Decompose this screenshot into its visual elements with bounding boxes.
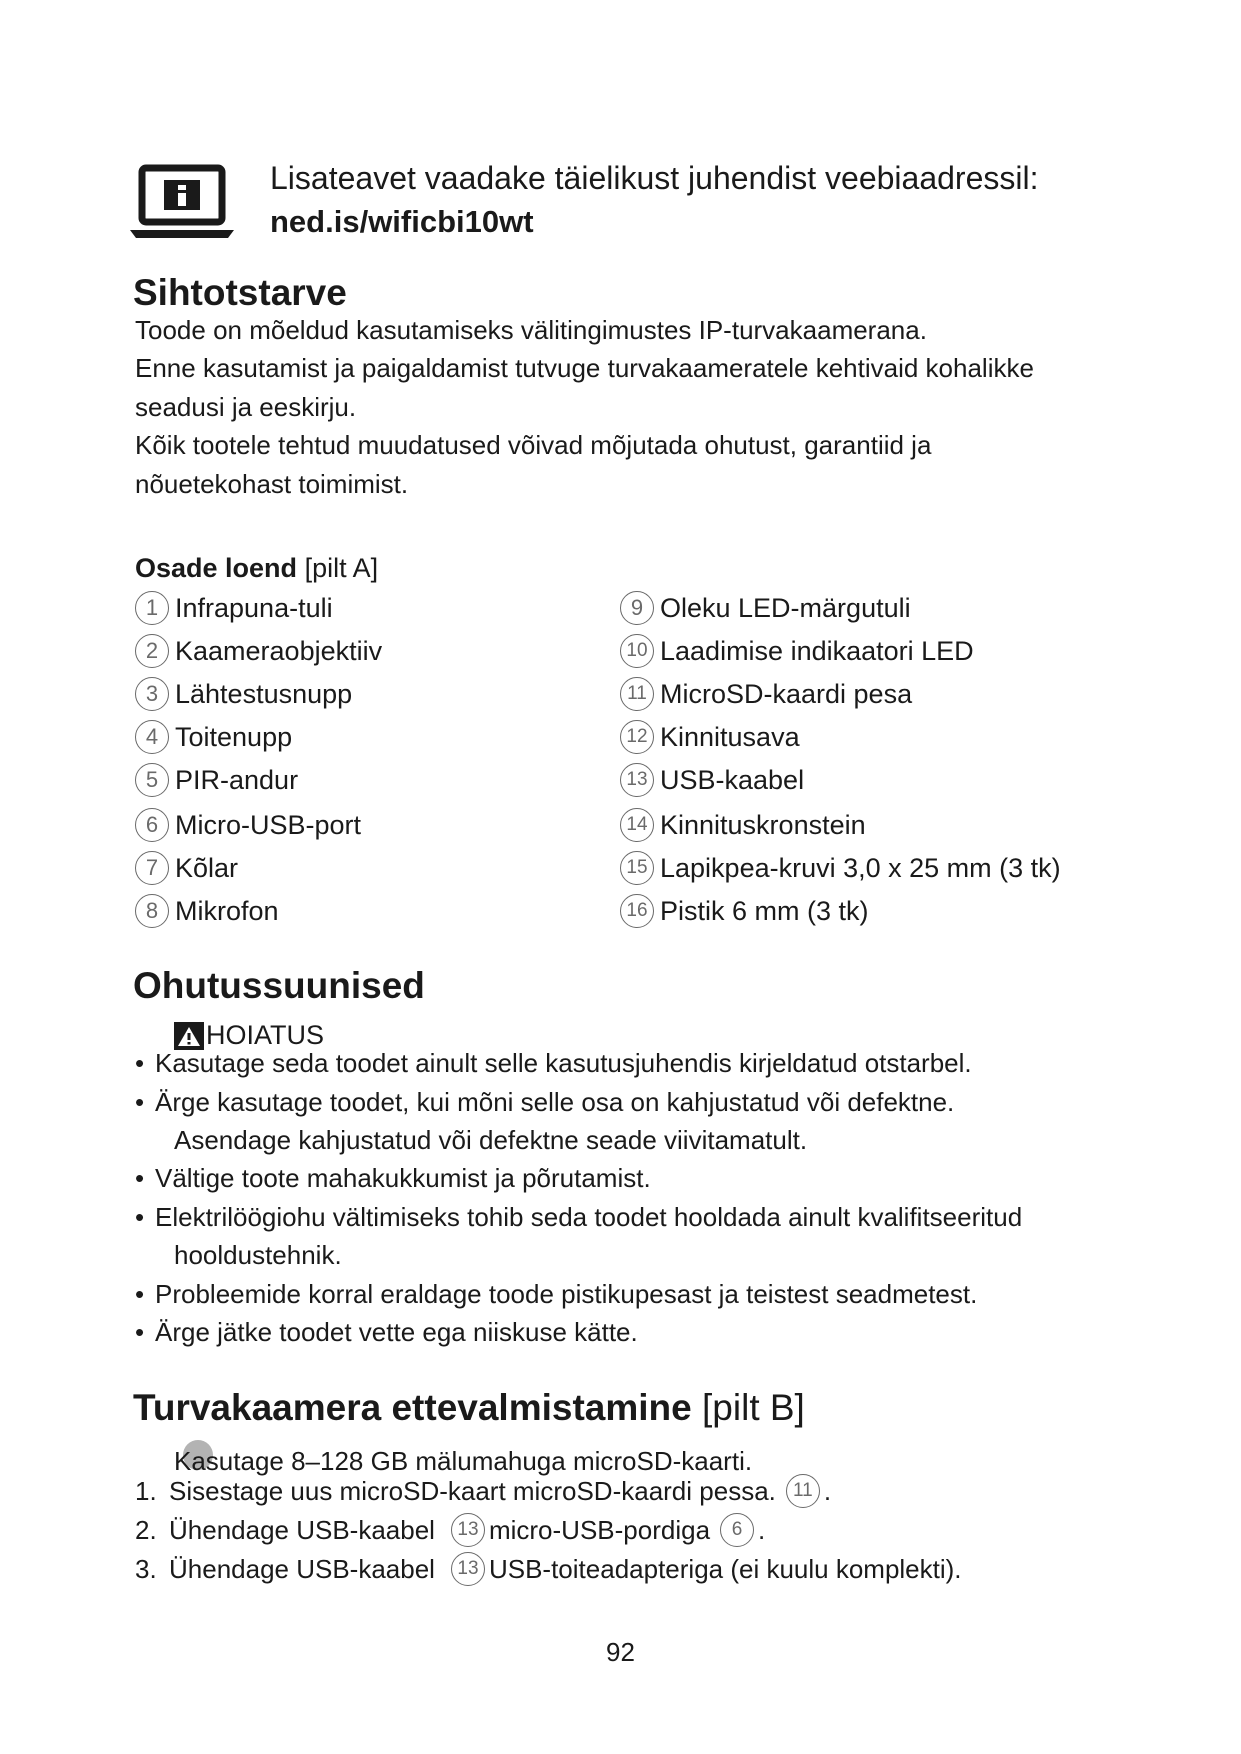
- intended-use-line: Toode on mõeldud kasutamiseks välitingimustes IP-turvakaamerana.: [135, 315, 927, 345]
- parts-title-bold: Osade loend: [135, 553, 298, 583]
- intended-use-line: Enne kasutamist ja paigaldamist tutvuge turvakaameratele kehtivaid kohalikke: [135, 353, 1034, 383]
- part-item: [135, 717, 292, 757]
- part-number: 1: [135, 591, 169, 625]
- part-number: 7: [135, 851, 169, 885]
- part-number: 9: [620, 591, 654, 625]
- parts-title: [135, 553, 378, 584]
- intended-use-line: nõuetekohast toimimist.: [135, 469, 409, 499]
- safety-bullet: • Ärge jätke toodet vette ega niiskuse kätte.: [135, 1317, 638, 1347]
- part-item: [620, 805, 866, 845]
- laptop-info-icon: [130, 164, 234, 242]
- part-number: 8: [135, 894, 169, 928]
- part-label: PIR-andur: [175, 764, 299, 795]
- parts-title-ref: [pilt A]: [304, 553, 379, 583]
- part-label: Oleku LED-märgutuli: [660, 592, 911, 623]
- part-label: Lähtestusnupp: [175, 678, 353, 709]
- part-label: Mikrofon: [175, 895, 279, 926]
- part-label: MicroSD-kaardi pesa: [660, 678, 913, 709]
- warning-triangle-icon: [174, 1022, 204, 1050]
- part-ref: 13: [451, 1552, 485, 1586]
- part-label: USB-kaabel: [660, 764, 805, 795]
- part-label: Toitenupp: [175, 721, 293, 752]
- setup-step: 3. Ühendage USB-kaabel 13 USB-toiteadapteriga (ei kuulu komplekti).: [135, 1552, 962, 1586]
- safety-heading: Ohutussuunised: [133, 965, 425, 1006]
- safety-bullet: • Elektrilöögiohu vältimiseks tohib seda toodet hooldada ainult kvalifitseeritud: [135, 1202, 1023, 1232]
- safety-bullet: • Ärge kasutage toodet, kui mõni selle osa on kahjustatud või defektne.: [135, 1087, 955, 1117]
- part-label: Kinnituskronstein: [660, 809, 866, 840]
- part-number: 16: [620, 894, 654, 928]
- part-item: [620, 631, 974, 671]
- part-label: Laadimise indikaatori LED: [660, 635, 974, 666]
- info-text: Lisateavet vaadake täielikust juhendist veebiaadressil:: [270, 160, 1039, 196]
- part-item: [135, 760, 298, 800]
- setup-heading-text: Turvakaamera ettevalmistamine: [133, 1387, 692, 1428]
- part-item: [620, 717, 800, 757]
- part-item: [135, 631, 382, 671]
- intended-use-heading: Sihtotstarve: [133, 272, 347, 313]
- part-ref: 13: [451, 1513, 485, 1547]
- safety-bullet-continuation: Asendage kahjustatud või defektne seade viivitamatult.: [174, 1125, 808, 1155]
- part-number: 11: [620, 677, 654, 711]
- part-item: [135, 674, 352, 714]
- part-number: 4: [135, 720, 169, 754]
- part-item: [620, 891, 869, 931]
- safety-bullet: • Probleemide korral eraldage toode pistikupesast ja teistest seadmetest.: [135, 1279, 978, 1309]
- part-number: 14: [620, 808, 654, 842]
- part-item: [135, 848, 238, 888]
- part-label: Micro-USB-port: [175, 809, 362, 840]
- part-item: [620, 674, 912, 714]
- warning-label: [174, 1020, 324, 1051]
- part-item: [135, 891, 279, 931]
- setup-note: Kasutage 8–128 GB mälumahuga microSD-kaarti.: [174, 1446, 753, 1476]
- part-item: [620, 588, 911, 628]
- part-ref: 6: [720, 1513, 754, 1547]
- part-label: Kõlar: [175, 852, 239, 883]
- part-item: [135, 588, 333, 628]
- setup-heading: [133, 1387, 805, 1429]
- part-item: [620, 760, 804, 800]
- setup-step: 2. Ühendage USB-kaabel 13 micro-USB-pordiga 6 .: [135, 1513, 765, 1547]
- part-number: 10: [620, 634, 654, 668]
- part-label: Pistik 6 mm (3 tk): [660, 895, 869, 926]
- part-number: 13: [620, 763, 654, 797]
- intended-use-line: seadusi ja eeskirju.: [135, 392, 357, 422]
- part-number: 6: [135, 808, 169, 842]
- part-item: [135, 805, 361, 845]
- part-number: 15: [620, 851, 654, 885]
- part-number: 2: [135, 634, 169, 668]
- part-label: Kaameraobjektiiv: [175, 635, 383, 666]
- page-number: 92: [606, 1637, 635, 1667]
- safety-bullet-continuation: hooldustehnik.: [174, 1240, 342, 1270]
- safety-bullet: • Kasutage seda toodet ainult selle kasutusjuhendis kirjeldatud otstarbel.: [135, 1048, 972, 1078]
- part-number: 3: [135, 677, 169, 711]
- setup-heading-ref: [pilt B]: [702, 1387, 805, 1428]
- part-label: Lapikpea-kruvi 3,0 x 25 mm (3 tk): [660, 852, 1061, 883]
- part-label: Kinnitusava: [660, 721, 800, 752]
- safety-bullet: • Vältige toote mahakukkumist ja põrutamist.: [135, 1163, 651, 1193]
- info-url[interactable]: ned.is/wificbi10wt: [270, 204, 534, 239]
- part-label: Infrapuna-tuli: [175, 592, 333, 623]
- warning-text: HOIATUS: [206, 1020, 325, 1050]
- info-block: [130, 160, 1130, 250]
- part-item: [620, 848, 1061, 888]
- part-number: 12: [620, 720, 654, 754]
- setup-step: 1. Sisestage uus microSD-kaart microSD-kaardi pessa. 11 .: [135, 1474, 831, 1508]
- intended-use-line: Kõik tootele tehtud muudatused võivad mõjutada ohutust, garantiid ja: [135, 430, 932, 460]
- part-ref: 11: [786, 1474, 820, 1508]
- part-number: 5: [135, 763, 169, 797]
